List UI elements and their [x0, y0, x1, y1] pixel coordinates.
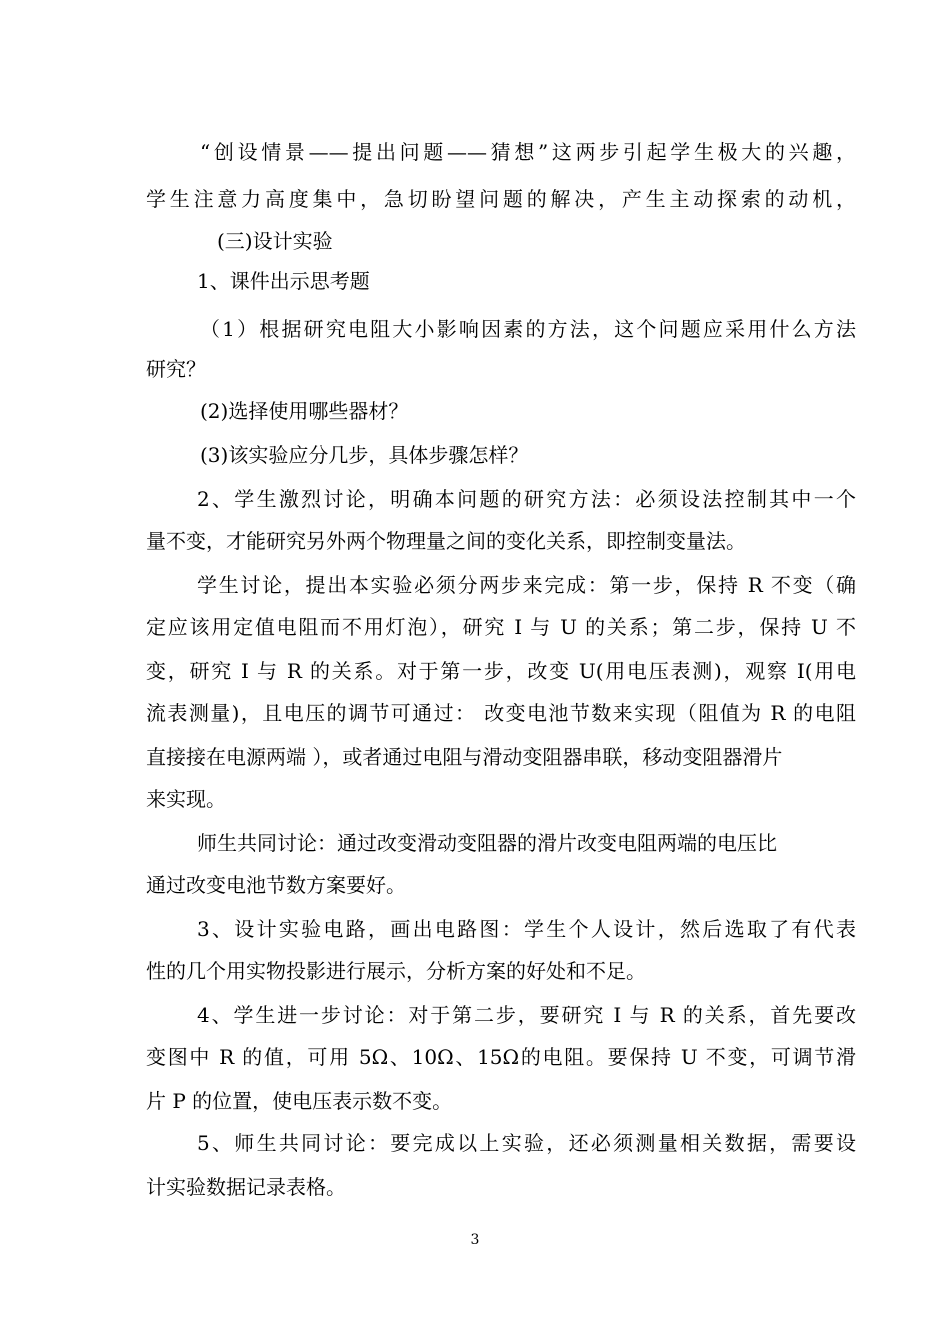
paragraph-line: 学生注意力高度集中，急切盼望问题的解决，产生主动探索的动机， — [146, 187, 856, 211]
paragraph-line: (2)选择使用哪些器材？ — [200, 399, 409, 423]
paragraph-line: （1）根据研究电阻大小影响因素的方法，这个问题应采用什么方法 — [200, 317, 856, 341]
page-number: 3 — [470, 1232, 480, 1248]
paragraph-line: 3、设计实验电路，画出电路图：学生个人设计，然后选取了有代表 — [197, 917, 856, 941]
paragraph-line: 片 P 的位置，使电压表示数不变。 — [146, 1089, 453, 1113]
paragraph-line: 变图中 R 的值，可用 5Ω、10Ω、15Ω的电阻。要保持 U 不变，可调节滑 — [146, 1045, 856, 1069]
paragraph-line: 定应该用定值电阻而不用灯泡），研究 I 与 U 的关系；第二步，保持 U 不 — [146, 615, 856, 639]
paragraph-line: 流表测量)，且电压的调节可通过： 改变电池节数来实现（阻值为 R 的电阻 — [146, 701, 856, 725]
paragraph-line: (3)该实验应分几步，具体步骤怎样？ — [200, 443, 529, 467]
paragraph-line: 通过改变电池节数方案要好。 — [146, 873, 406, 897]
paragraph-line: 变，研究 I 与 R 的关系。对于第一步，改变 U(用电压表测)，观察 I(用电 — [146, 659, 856, 683]
paragraph-line: 研究？ — [146, 357, 206, 381]
paragraph-line: 性的几个用实物投影进行展示，分析方案的好处和不足。 — [146, 959, 646, 983]
paragraph-line: 5、师生共同讨论：要完成以上实验，还必须测量相关数据，需要设 — [197, 1131, 856, 1155]
paragraph-line: “创设情景——提出问题——猜想”这两步引起学生极大的兴趣， — [200, 140, 856, 164]
paragraph-line: 直接接在电源两端 ），或者通过电阻与滑动变阻器串联，移动变阻器滑片 — [146, 745, 783, 769]
subsection-heading: 1、课件出示思考题 — [197, 269, 370, 293]
paragraph-line: 量不变，才能研究另外两个物理量之间的变化关系，即控制变量法。 — [146, 529, 746, 553]
paragraph-line: 来实现。 — [146, 787, 226, 811]
paragraph-line: 师生共同讨论：通过改变滑动变阻器的滑片改变电阻两端的电压比 — [197, 831, 777, 855]
paragraph-line: 4、学生进一步讨论：对于第二步，要研究 I 与 R 的关系，首先要改 — [197, 1003, 856, 1027]
paragraph-line: 2、学生激烈讨论，明确本问题的研究方法：必须设法控制其中一个 — [197, 487, 856, 511]
section-heading: (三)设计实验 — [217, 229, 333, 253]
paragraph-line: 学生讨论，提出本实验必须分两步来完成：第一步，保持 R 不变（确 — [197, 573, 856, 597]
paragraph-line: 计实验数据记录表格。 — [146, 1175, 346, 1199]
